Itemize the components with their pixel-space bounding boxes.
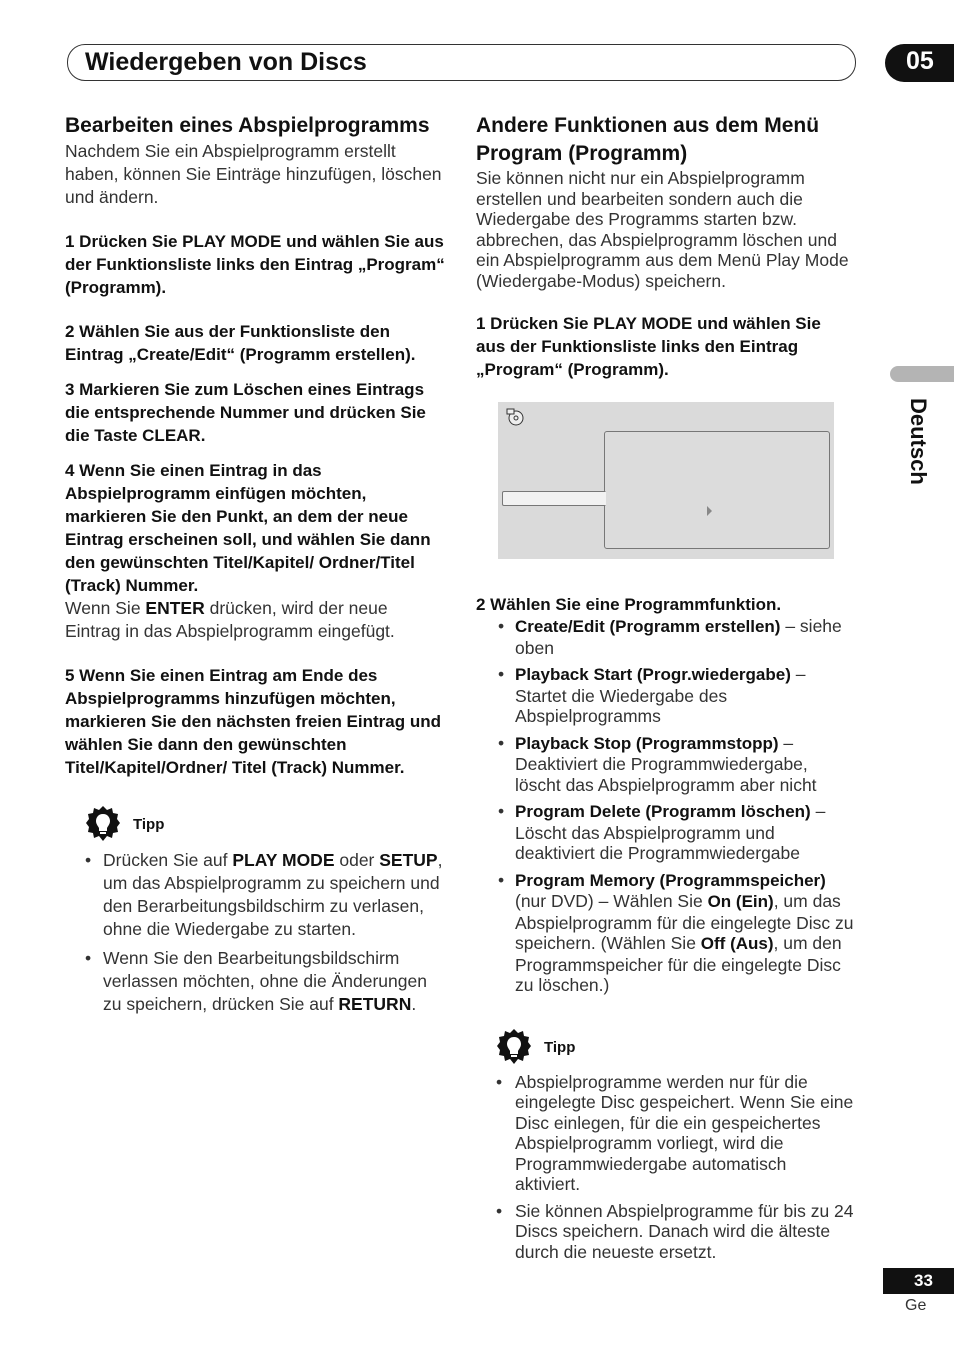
list-item: • Wenn Sie den Bearbeitungsbildschirm verlassen möchten, ohne die Änderungen zu speichern, drücken Sie auf RETURN. [85,948,427,1014]
left-tip-label: Tipp [133,816,165,833]
lightbulb-icon [496,1028,532,1066]
page-language-code: Ge [905,1297,927,1314]
left-step-3: 3 Markieren Sie zum Löschen eines Eintrags die entsprechende Nummer und drücken Sie die Taste CLEAR. [65,380,426,445]
list-item: • Playback Start (Progr.wiedergabe) – Startet die Wiedergabe des Abspielprogramms [498,664,806,726]
function-list [476,616,854,996]
list-item: • Drücken Sie auf PLAY MODE oder SETUP, um das Abspielprogramm zu speichern und den Berarbeitungsbildschirm zu verlasen, ohne die Wiedergabe zu starten. [85,850,443,939]
right-step-2: 2 Wählen Sie eine Programmfunktion. [476,595,782,614]
menu-panel [604,431,830,549]
page-number: 33 [883,1268,954,1294]
lightbulb-icon [85,805,121,843]
right-column [476,112,854,1268]
list-item: • Playback Stop (Programmstopp) – Deaktiviert die Programmwiedergabe, löscht das Abspielprogramm aber nicht [498,732,817,795]
language-tab [890,366,954,382]
disc-icon [506,408,524,426]
list-item: • Sie können Abspielprogramme für bis zu 24 Discs speichern. Danach wird die älteste durch die neueste ersetzt. [496,1200,854,1262]
right-tip-label: Tipp [544,1038,576,1056]
language-label [906,398,931,508]
left-tip-list [65,849,445,1016]
list-item: • Abspielprogramme werden nur für die eingelegte Disc gespeichert. Wenn Sie eine Disc einlegen, für die ein gespeichertes Abspielprogramm vorliegt, wird die Programmwiedergabe automatisch aktiviert. [496,1071,854,1194]
arrow-right-icon [707,506,712,516]
left-step-1: 1 Drücken Sie PLAY MODE und wählen Sie aus der Funktionsliste links den Eintrag „Program“ (Programm). [65,232,445,297]
list-item: • Create/Edit (Programm erstellen) – siehe oben [498,616,842,658]
menu-highlight-bar [502,491,606,506]
left-heading: Bearbeiten eines Abspielprogramms [65,114,430,137]
left-tip-header [65,805,445,843]
left-step-2: 2 Wählen Sie aus der Funktionsliste den Eintrag „Create/Edit“ (Programm erstellen). [65,322,416,364]
right-heading: Andere Funktionen aus dem Menü Program (Programm) [476,114,820,165]
right-step-1: 1 Drücken Sie PLAY MODE und wählen Sie aus der Funktionsliste links den Eintrag „Program“ (Programm). [476,314,821,379]
menu-screenshot [498,402,834,559]
right-tip-header [476,1028,854,1066]
page-title: Wiedergeben von Discs [85,48,367,76]
left-step-5: 5 Wenn Sie einen Eintrag am Ende des Abspielprogramms hinzufügen möchten, markieren Sie den nächsten freien Eintrag und wählen Sie dann den gewünschten Titel/Kapitel/Ordner/ Titel (Track) Nummer. [65,666,441,777]
left-intro: Nachdem Sie ein Abspielprogramm erstellt haben, können Sie Einträge hinzufügen, löschen und ändern. [65,141,442,207]
left-step-4: 4 Wenn Sie einen Eintrag in das Abspielprogramm einfügen möchten, markieren Sie den Punkt, an dem der neue Eintrag erscheinen soll, und wählen Sie dann den gewünschten Titel/Kapitel/ Ordner/Titel (Track) Nummer. [65,461,431,595]
list-item: • Program Delete (Programm löschen) – Löscht das Abspielprogramm und deaktiviert die Programmwiedergabe [498,801,826,863]
chapter-badge: 05 [885,44,954,82]
list-item: • Program Memory (Programmspeicher) (nur DVD) – Wählen Sie On (Ein), um das Abspielprogramm für die eingelegte Disc zu speichern. (Wählen Sie Off (Aus), um den Programmspeicher für die eingelegte Disc zu löschen.) [498,869,854,995]
left-step-4-note: Wenn Sie ENTER drücken, wird der neue Eintrag in das Abspielprogramm eingefügt. [65,598,395,641]
right-intro: Sie können nicht nur ein Abspielprogramm erstellen und bearbeiten sondern auch die Wiedergabe des Programms starten bzw. abbrechen, das Abspielprogramm löschen und ein Abspielprogramm aus dem Menü Play Mode (Wiedergabe-Modus) speichern. [476,168,849,291]
left-column [65,112,445,1022]
header-bar [67,44,856,81]
right-tip-list [476,1072,854,1263]
language-text: Deutsch [906,398,931,485]
